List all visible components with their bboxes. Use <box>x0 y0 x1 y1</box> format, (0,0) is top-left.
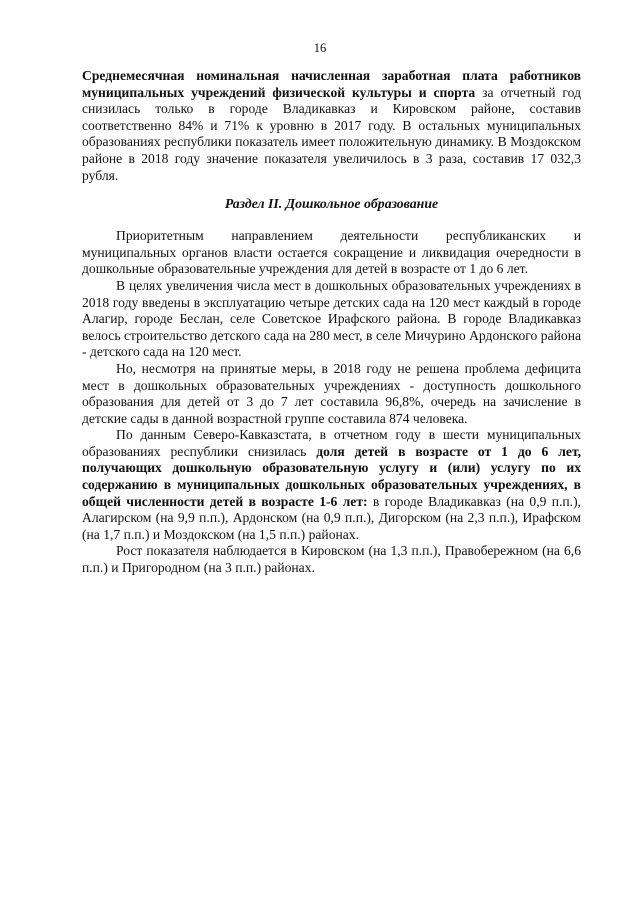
paragraph-deficit: Но, несмотря на принятые меры, в 2018 году не решена проблема дефицита мест в дошкольных образовательных учреждениях - доступность дошкольного образования для детей от 3 до 7 лет составила 96,8%, очередь на зачисление в детские сады в данной возрастной группе составила 874 человека. <box>82 360 581 426</box>
document-body <box>82 68 581 577</box>
paragraph-new-places: В целях увеличения числа мест в дошкольных образовательных учреждениях в 2018 году введены в эксплуатацию четыре детских сада на 120 мест каждый в городе Алагир, городе Беслан, селе Советское Ирафского района. В городе Владикавказ велось строительство детского сада на 280 мест, в селе Мичурино Ардонского района - детского сада на 120 мест. <box>82 277 581 360</box>
paragraph-share-decrease <box>82 427 581 543</box>
spacer <box>82 212 581 228</box>
section-heading: Раздел II. Дошкольное образование <box>224 196 439 212</box>
paragraph-priority: Приоритетным направлением деятельности республиканских и муниципальных органов власти остается сокращение и ликвидация очередности в дошкольные образовательные учреждения для детей в возрасте от 1 до 6 лет. <box>82 228 581 277</box>
salary-text: за отчетный год снизилась только в городе Владикавказ и Кировском районе, составив соответственно 84% и 71% к уровню в 2017 году. В остальных муниципальных образованиях республики показатель имеет положительную динамику. В Моздокском районе в 2018 году значение показателя увеличилось в 3 раза, составив 17 032,3 рубля. <box>82 84 581 183</box>
share-text-end: в городе Владикавказ (на 0,9 п.п.), Алагирском (на 9,9 п.п.), Ардонском (на 0,9 п.п.), Дигорском (на 2,3 п.п.), Ирафском (на 1,7 п.п.) и Моздокском (на 1,5 п.п.) районах. <box>82 493 581 542</box>
paragraph-growth: Рост показателя наблюдается в Кировском (на 1,3 п.п.), Правобережном (на 6,6 п.п.) и Пригородном (на 3 п.п.) районах. <box>82 543 581 576</box>
share-text-start: По данным Северо-Кавказстата, в отчетном году в шести муниципальных образованиях республики снизилась <box>82 427 581 459</box>
salary-bold-lead: Среднемесячная номинальная начисленная заработная плата работников муниципальных учреждений физической культуры и спорта <box>82 68 581 100</box>
salary-paragraph <box>82 68 581 184</box>
page-number: 16 <box>313 41 327 55</box>
share-indicator-bold: доля детей в возрасте от 1 до 6 лет, получающих дошкольную образовательную услугу и (или) услугу по их содержанию в муниципальных дошкольных образовательных учреждениях, в общей численности детей в возрасте 1-6 лет: <box>82 443 582 509</box>
spacer <box>82 184 581 195</box>
